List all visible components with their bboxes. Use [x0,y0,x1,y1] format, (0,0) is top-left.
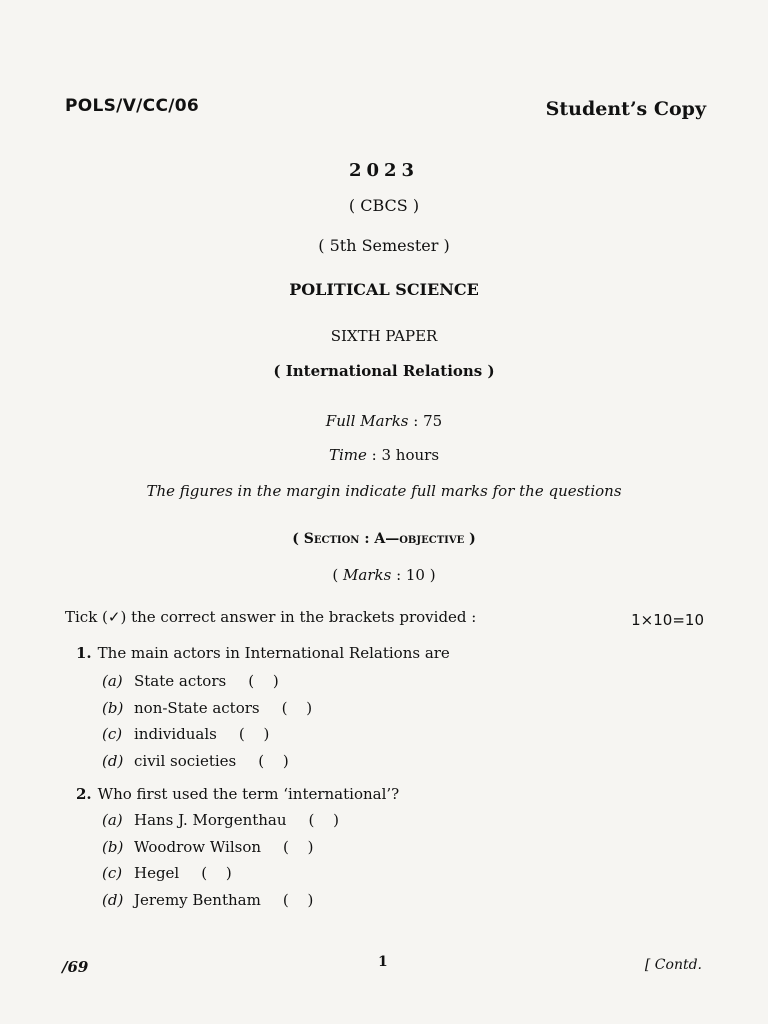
full-marks-value: : 75 [408,412,443,430]
exam-topic: ( International Relations ) [273,362,495,380]
full-marks-label: Full Marks [325,412,409,430]
answer-bracket[interactable]: ( ) [248,672,279,690]
section-marks [0,566,768,584]
option-label: (b) [102,699,124,717]
copy-label: Student’s Copy [545,98,706,120]
answer-bracket[interactable]: ( ) [283,838,314,856]
option-label: (c) [102,725,123,743]
section-marks-open: ( [332,566,344,584]
answer-bracket[interactable]: ( ) [282,891,314,909]
option-text: State actors [134,672,227,690]
option-text: Woodrow Wilson [134,838,262,856]
exam-year: 2023 [348,160,420,181]
time-label: Time [328,446,367,464]
question-2 [76,785,399,803]
option-text: Hans J. Morgenthau [134,811,287,829]
option-2b [102,838,314,856]
option-text: Jeremy Bentham [134,891,261,909]
question-number: 1. [76,644,92,662]
option-1c [102,725,269,743]
option-label: (d) [102,752,124,770]
answer-bracket[interactable]: ( ) [281,699,313,717]
continued-label: [ Contd. [644,957,702,973]
exam-scheme: ( CBCS ) [348,196,420,215]
marks-scheme: 1×10=10 [631,611,704,629]
section-marks-value: : 10 ) [391,566,436,584]
full-marks [0,412,768,430]
footer-code: /69 [62,958,89,976]
option-label: (a) [102,811,123,829]
paper-code: POLS/V/CC/06 [65,96,199,116]
option-label: (c) [102,864,123,882]
option-2c [102,864,232,882]
answer-bracket[interactable]: ( ) [308,811,340,829]
section-marks-label: Marks [343,566,392,584]
option-text: non-State actors [134,699,260,717]
time-value: : 3 hours [366,446,440,464]
option-1b [102,699,312,717]
answer-bracket[interactable]: ( ) [201,864,232,882]
option-text: individuals [134,725,217,743]
option-text: civil societies [134,752,237,770]
page-number: 1 [378,954,388,970]
question-number: 2. [76,785,92,803]
answer-bracket[interactable]: ( ) [238,725,270,743]
answer-bracket[interactable]: ( ) [258,752,289,770]
exam-time [0,446,768,464]
option-2a [102,811,339,829]
option-label: (a) [102,672,123,690]
option-text: Hegel [134,864,180,882]
option-1d [102,752,289,770]
option-label: (b) [102,838,124,856]
exam-subject: POLITICAL SCIENCE [289,280,479,299]
margin-note: The figures in the margin indicate full marks for the questions [146,482,622,500]
question-1 [76,644,450,662]
instruction: Tick (✓) the correct answer in the brackets provided : [65,608,477,626]
option-1a [102,672,279,690]
exam-paper: SIXTH PAPER [330,327,438,345]
option-2d [102,891,313,909]
question-text: The main actors in International Relations are [97,644,450,662]
question-text: Who first used the term ‘international’? [97,785,400,803]
option-label: (d) [102,891,124,909]
exam-semester: ( 5th Semester ) [318,236,450,255]
section-title: ( Section : A—objective ) [292,531,476,547]
